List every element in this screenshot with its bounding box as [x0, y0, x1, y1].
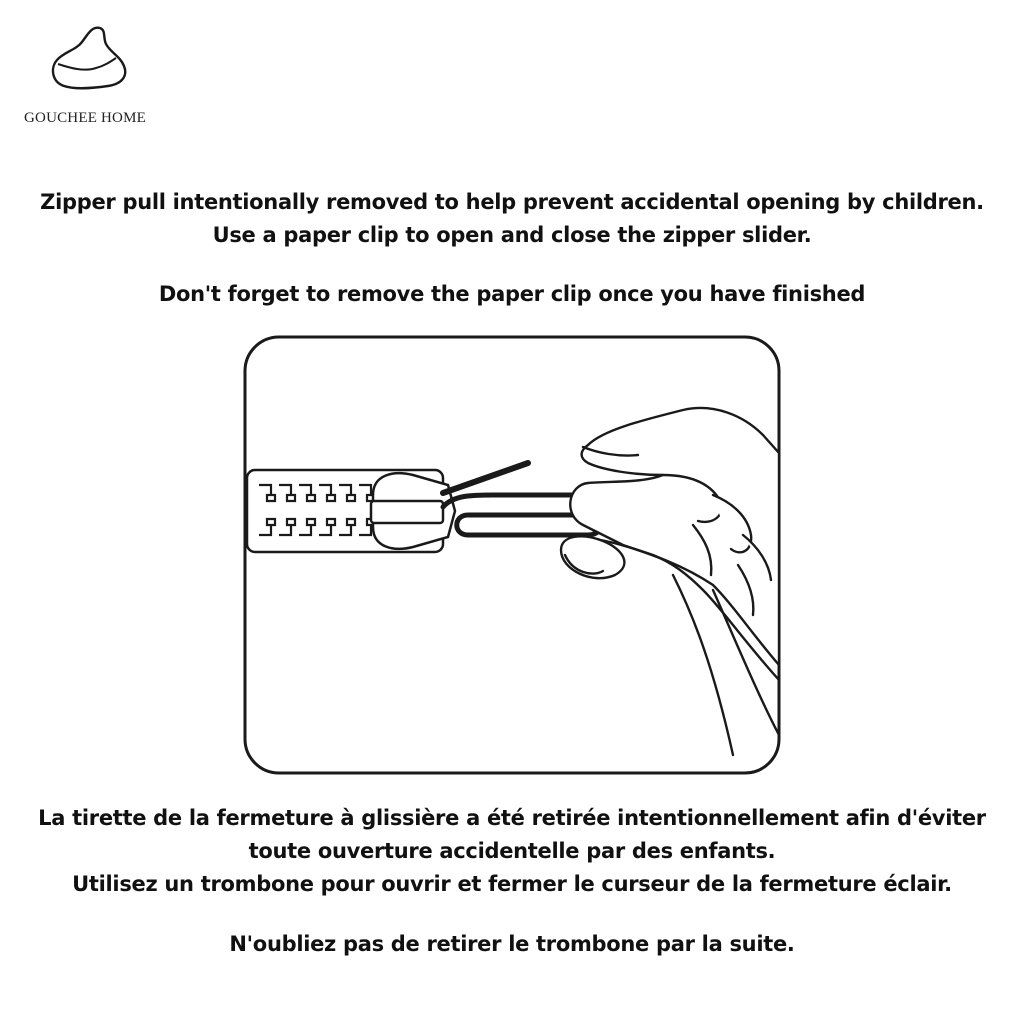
english-reminder: Don't forget to remove the paper clip once you have finished [158, 282, 866, 306]
zipper-illustration [243, 335, 781, 775]
brand-name: GOUCHEE HOME [24, 110, 146, 126]
english-line-2: Use a paper clip to open and close the zipper slider. [212, 223, 812, 247]
english-line-1: Zipper pull intentionally removed to help prevent accidental opening by children. [40, 190, 984, 214]
brand-logo [10, 22, 160, 132]
dollop-logo-icon [42, 22, 132, 94]
french-instructions [0, 802, 1024, 901]
zipper-icon [247, 470, 455, 552]
english-reminder-block [0, 278, 1024, 311]
french-line-1: La tirette de la fermeture à glissière a été retirée intentionnellement afin d'éviter [38, 806, 986, 830]
french-reminder-block [0, 928, 1024, 961]
french-reminder: N'oubliez pas de retirer le trombone par la suite. [229, 932, 795, 956]
french-line-2: toute ouverture accidentelle par des enfants. [248, 839, 776, 863]
english-instructions [0, 186, 1024, 252]
french-line-3: Utilisez un trombone pour ouvrir et fermer le curseur de la fermeture éclair. [72, 872, 952, 896]
